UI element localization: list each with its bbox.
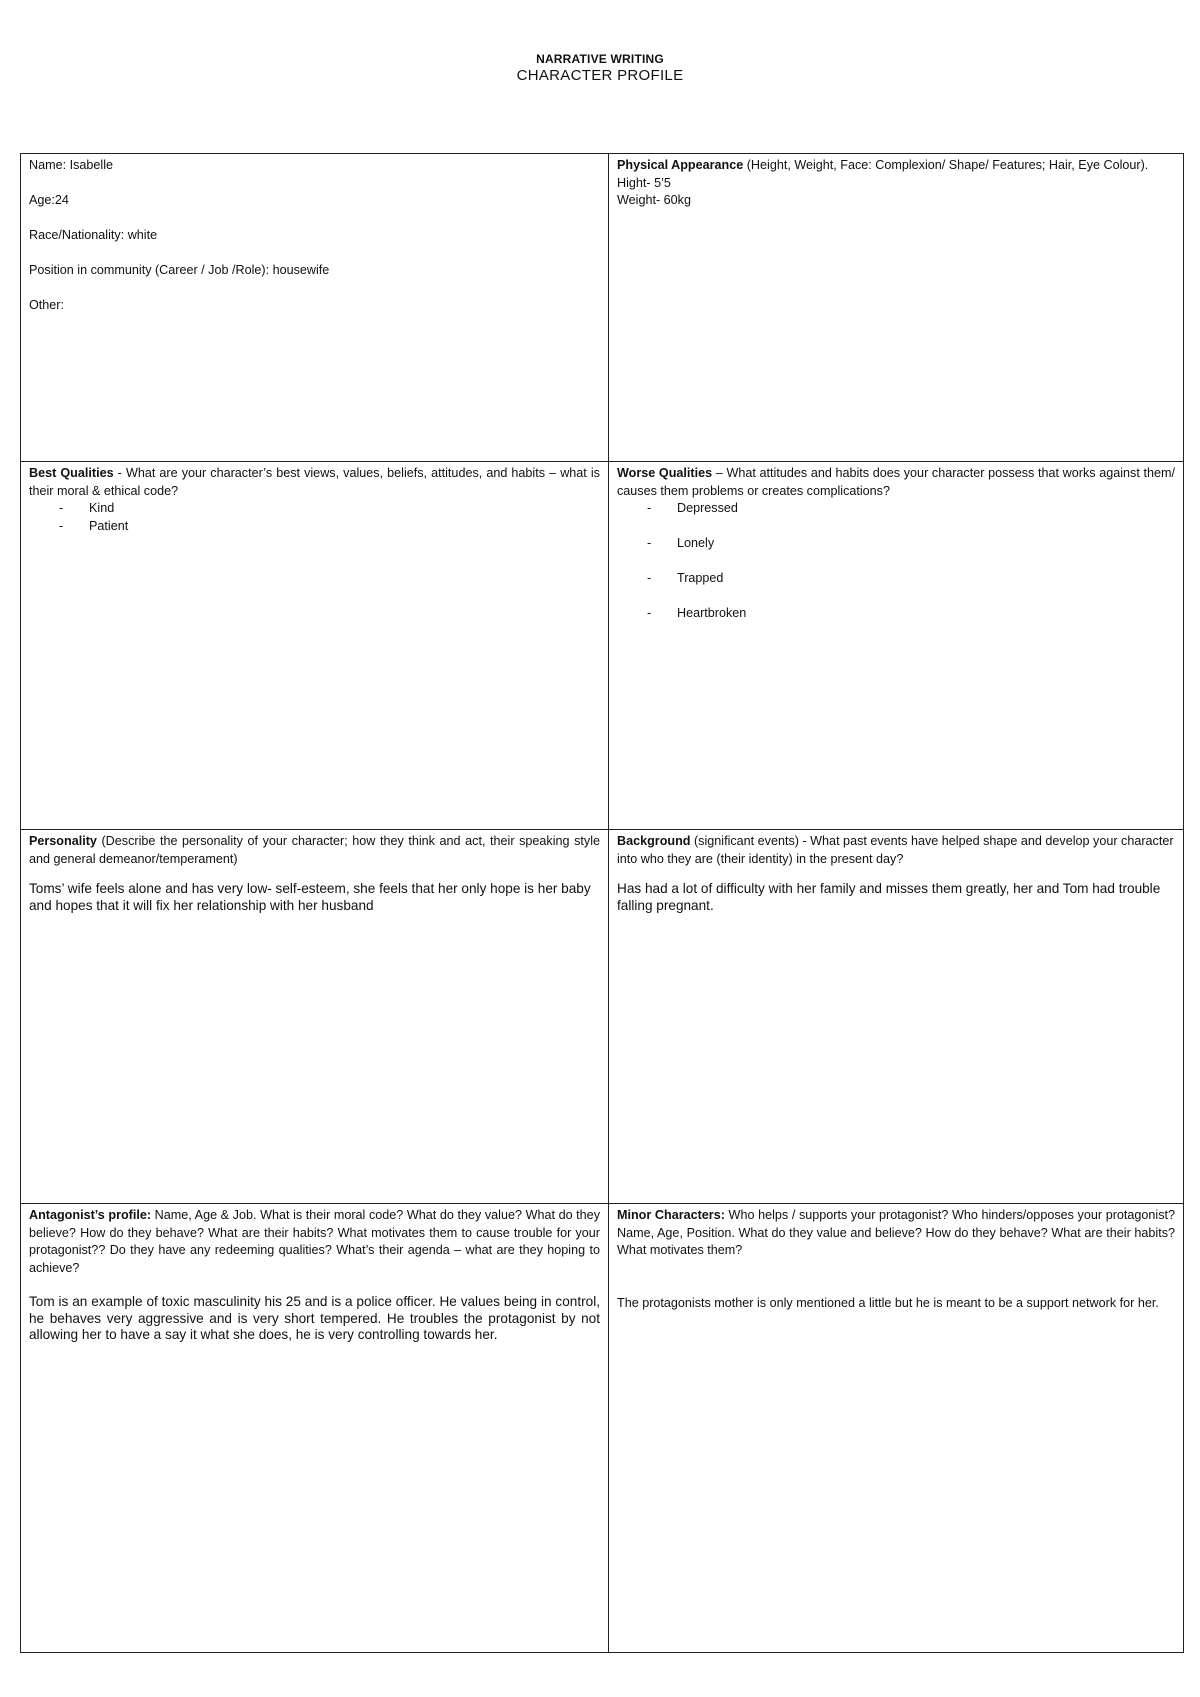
minor-characters-cell xyxy=(609,1204,1183,1652)
antagonist-prompt: Name, Age & Job. What is their moral code? What do they value? What do they believe? How do they behave? What are their habits? What motivates them to cause trouble for your protagonist?? Do they have any redeeming qualities? What’s their agenda – what are they hoping to achieve? xyxy=(29,1208,600,1275)
physical-appearance-cell xyxy=(609,154,1183,461)
list-item: - Lonely xyxy=(647,535,1175,553)
position-field: Position in community (Career / Job /Role): housewife xyxy=(29,263,330,277)
worse-qualities-list xyxy=(617,500,1175,623)
race-field: Race/Nationality: white xyxy=(29,228,158,242)
list-item: - Kind xyxy=(59,500,600,518)
minor-characters-prompt: Who helps / supports your protagonist? Who hinders/opposes your protagonist? Name, Age, Position. What do they value and believe? How do they behave? What are their habits? What motivates them? xyxy=(617,1208,1176,1257)
best-qualities-list xyxy=(29,500,600,535)
personality-prompt: (Describe the personality of your character; how they think and act, their speaking style and general demeanor/temperament) xyxy=(29,834,600,866)
antagonist-label: Antagonist’s profile: xyxy=(29,1208,152,1222)
name-field: Name: Isabelle xyxy=(29,158,113,172)
physical-appearance-label: Physical Appearance xyxy=(617,158,744,172)
list-item: - Heartbroken xyxy=(647,605,1175,623)
physical-appearance-prompt: (Height, Weight, Face: Complexion/ Shape/ Features; Hair, Eye Colour). xyxy=(743,158,1149,172)
list-item: - Trapped xyxy=(647,570,1175,588)
document-subtitle: CHARACTER PROFILE xyxy=(516,67,684,84)
best-qualities-prompt: - What are your character’s best views, values, beliefs, attitudes, and habits – what is their moral & ethical code? xyxy=(29,466,600,498)
minor-characters-label: Minor Characters: xyxy=(617,1208,725,1222)
worse-qualities-prompt: – What attitudes and habits does your character possess that works against them/ causes them problems or creates complications? xyxy=(617,466,1175,498)
best-qualities-cell xyxy=(21,462,608,829)
personality-cell xyxy=(21,830,608,1203)
background-prompt: (significant events) - What past events have helped shape and develop your character into who they are (their identity) in the present day? xyxy=(617,834,1174,866)
worse-qualities-cell xyxy=(609,462,1183,829)
basic-info-cell xyxy=(21,154,608,461)
background-answer: Has had a lot of difficulty with her family and misses them greatly, her and Tom had trouble falling pregnant. xyxy=(617,881,1161,913)
minor-characters-answer: The protagonists mother is only mentioned a little but he is meant to be a support network for her. xyxy=(617,1295,1159,1310)
profile-table xyxy=(20,153,1184,1653)
background-cell xyxy=(609,830,1183,1203)
weight-field: Weight- 60kg xyxy=(617,193,691,207)
personality-answer: Toms’ wife feels alone and has very low- self-esteem, she feels that her only hope is her baby and hopes that it will fix her relationship with her husband xyxy=(29,881,591,913)
age-field: Age:24 xyxy=(29,193,69,207)
antagonist-cell xyxy=(21,1204,608,1652)
worse-qualities-label: Worse Qualities xyxy=(617,466,713,480)
document-title: NARRATIVE WRITING xyxy=(536,52,664,66)
document-header xyxy=(0,52,1200,84)
other-field: Other: xyxy=(29,298,64,312)
personality-label: Personality xyxy=(29,834,97,848)
list-item: - Depressed xyxy=(647,500,1175,518)
list-item: - Patient xyxy=(59,518,600,536)
best-qualities-label: Best Qualities xyxy=(29,466,114,480)
antagonist-answer: Tom is an example of toxic masculinity his 25 and is a police officer. He values being in control, he behaves very aggressive and is very short tempered. He troubles the protagonist by not allowing her to have a say it what she does, he is very controlling towards her. xyxy=(29,1294,600,1342)
height-field: Hight- 5’5 xyxy=(617,175,671,190)
background-label: Background xyxy=(617,834,691,848)
